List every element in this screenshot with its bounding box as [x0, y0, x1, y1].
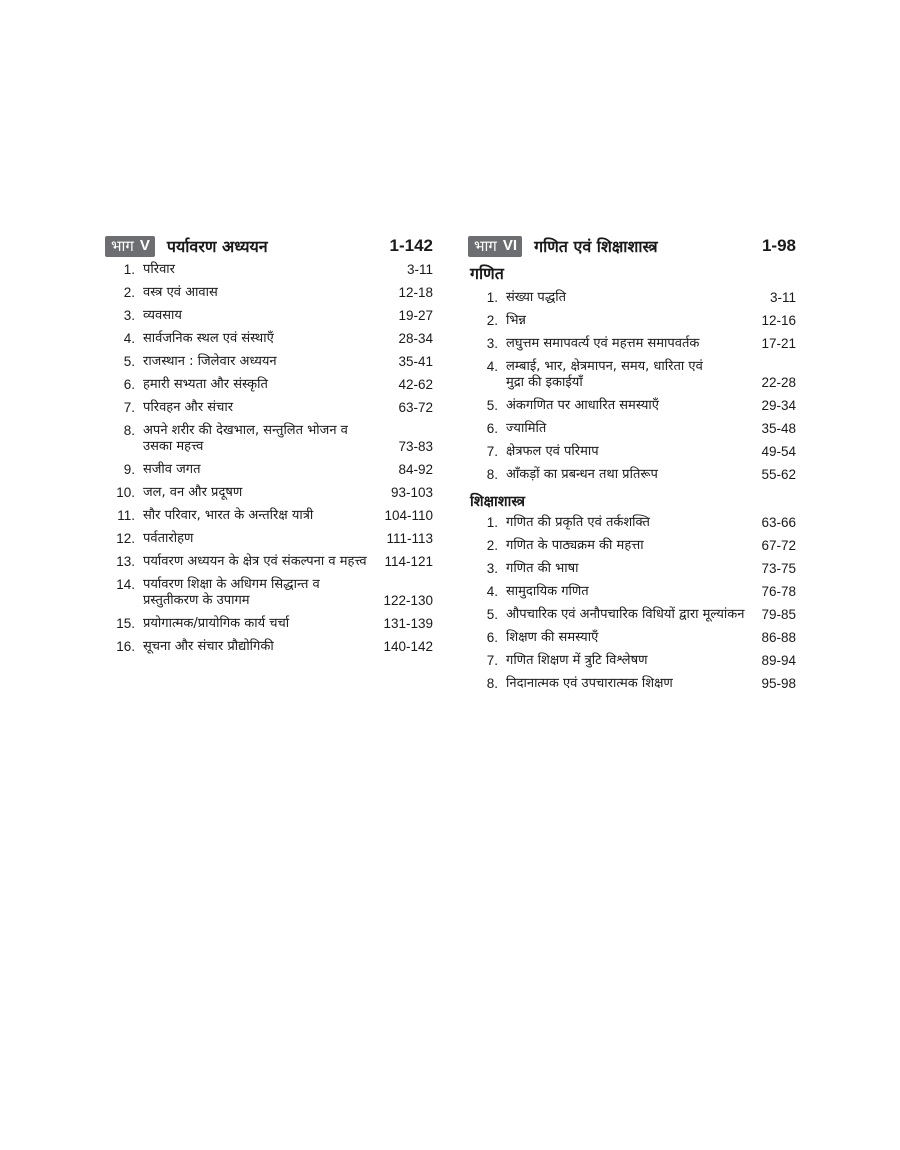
- chapter-number: 10.: [116, 485, 135, 500]
- chapter-entry: [468, 444, 796, 460]
- chapter-entry: [105, 485, 433, 501]
- part-label: भाग: [111, 237, 134, 255]
- chapter-entry: [105, 377, 433, 393]
- chapter-title: हमारी सभ्यता और संस्कृति: [143, 377, 268, 392]
- chapter-entry: [468, 313, 796, 329]
- chapter-page-range: 104-110: [384, 508, 433, 523]
- chapter-title: गणित शिक्षण में त्रुटि विश्लेषण: [506, 653, 648, 668]
- part-badge: [105, 236, 155, 257]
- chapter-entry: [105, 285, 433, 301]
- chapter-number: 3.: [486, 561, 498, 576]
- part-page-range: 1-98: [761, 236, 796, 255]
- chapter-page-range: 76-78: [761, 584, 796, 599]
- chapter-number: 1.: [123, 262, 135, 277]
- chapter-entry: [105, 531, 433, 547]
- chapter-title: निदानात्मक एवं उपचारात्मक शिक्षण: [506, 676, 673, 691]
- chapter-list: [468, 515, 796, 692]
- chapter-number: 14.: [116, 577, 135, 592]
- chapter-title: अपने शरीर की देखभाल, सन्तुलित भोजन व उसका महत्त्व: [143, 423, 348, 454]
- part-page-range: 1-142: [389, 236, 433, 255]
- chapter-page-range: 114-121: [384, 554, 433, 569]
- chapter-title: लम्बाई, भार, क्षेत्रमापन, समय, धारिता एवं मुद्रा की इकाईयाँ: [506, 359, 703, 390]
- chapter-entry: [105, 308, 433, 324]
- chapter-title: वस्त्र एवं आवास: [143, 285, 218, 300]
- chapter-entry: [468, 290, 796, 306]
- chapter-entry: [105, 262, 433, 278]
- chapter-number: 13.: [116, 554, 135, 569]
- chapter-entry: [468, 538, 796, 554]
- chapter-number: 8.: [123, 423, 135, 438]
- chapter-number: 15.: [116, 616, 135, 631]
- chapter-entry: [468, 398, 796, 414]
- chapter-entry: [468, 359, 796, 391]
- chapter-title: पर्यावरण अध्ययन के क्षेत्र एवं संकल्पना व महत्त्व: [143, 554, 367, 569]
- chapter-page-range: 3-11: [406, 262, 433, 277]
- chapter-number: 4.: [486, 584, 498, 599]
- chapter-title: शिक्षण की समस्याएँ: [506, 630, 599, 645]
- chapter-number: 8.: [486, 676, 498, 691]
- chapter-number: 11.: [117, 508, 135, 523]
- chapter-title: राजस्थान : जिलेवार अध्ययन: [143, 354, 277, 369]
- chapter-title: सामुदायिक गणित: [506, 584, 589, 599]
- part-label: भाग: [474, 237, 497, 255]
- chapter-number: 3.: [486, 336, 498, 351]
- part-heading: [105, 234, 433, 258]
- chapter-page-range: 122-130: [383, 593, 433, 608]
- chapter-page-range: 140-142: [383, 639, 433, 654]
- chapter-page-range: 67-72: [761, 538, 796, 553]
- chapter-title: गणित की प्रकृति एवं तर्कशक्ति: [506, 515, 650, 530]
- chapter-page-range: 63-66: [761, 515, 796, 530]
- chapter-list: [105, 262, 433, 655]
- chapter-page-range: 55-62: [761, 467, 796, 482]
- chapter-number: 8.: [486, 467, 498, 482]
- chapter-entry: [105, 554, 433, 570]
- chapter-title: सार्वजनिक स्थल एवं संस्थाएँ: [143, 331, 274, 346]
- chapter-number: 3.: [123, 308, 135, 323]
- chapter-page-range: 12-18: [398, 285, 433, 300]
- toc-column-part-v: [105, 234, 433, 662]
- chapter-entry: [105, 508, 433, 524]
- chapter-number: 6.: [486, 421, 498, 436]
- chapter-number: 2.: [486, 313, 498, 328]
- chapter-entry: [105, 354, 433, 370]
- chapter-entry: [468, 584, 796, 600]
- chapter-number: 12.: [116, 531, 135, 546]
- chapter-page-range: 35-48: [761, 421, 796, 436]
- chapter-title: गणित के पाठ्यक्रम की महत्ता: [506, 538, 644, 553]
- chapter-page-range: 3-11: [769, 290, 796, 305]
- chapter-number: 2.: [486, 538, 498, 553]
- part-title: पर्यावरण अध्ययन: [166, 237, 268, 256]
- part-badge: [468, 236, 522, 257]
- chapter-number: 4.: [123, 331, 135, 346]
- chapter-page-range: 111-113: [386, 531, 433, 546]
- chapter-number: 1.: [486, 515, 498, 530]
- chapter-entry: [105, 400, 433, 416]
- chapter-entry: [468, 467, 796, 483]
- chapter-entry: [105, 616, 433, 632]
- chapter-title: आँकड़ों का प्रबन्धन तथा प्रतिरूप: [506, 467, 658, 482]
- chapter-page-range: 19-27: [398, 308, 433, 323]
- chapter-page-range: 29-34: [761, 398, 796, 413]
- chapter-entry: [468, 676, 796, 692]
- chapter-entry: [105, 639, 433, 655]
- chapter-page-range: 95-98: [761, 676, 796, 691]
- chapter-title: जल, वन और प्रदूषण: [143, 485, 243, 500]
- chapter-number: 2.: [123, 285, 135, 300]
- chapter-page-range: 28-34: [398, 331, 433, 346]
- chapter-page-range: 12-16: [761, 313, 796, 328]
- chapter-page-range: 73-75: [761, 561, 796, 576]
- section-heading-ganit: गणित: [470, 264, 504, 283]
- chapter-title: अंकगणित पर आधारित समस्याएँ: [506, 398, 659, 413]
- chapter-title: भिन्न: [506, 313, 526, 328]
- chapter-title: सूचना और संचार प्रौद्योगिकी: [143, 639, 274, 654]
- chapter-entry: [468, 561, 796, 577]
- chapter-number: 5.: [486, 398, 498, 413]
- chapter-entry: [468, 653, 796, 669]
- chapter-page-range: 84-92: [398, 462, 433, 477]
- chapter-page-range: 63-72: [398, 400, 433, 415]
- chapter-list: [468, 290, 796, 483]
- toc-column-part-vi: [468, 234, 796, 699]
- part-heading: [468, 234, 796, 258]
- chapter-number: 6.: [486, 630, 498, 645]
- chapter-entry: [468, 421, 796, 437]
- chapter-entry: [105, 423, 433, 455]
- chapter-page-range: 89-94: [761, 653, 796, 668]
- chapter-page-range: 131-139: [383, 616, 433, 631]
- chapter-title: परिवार: [143, 262, 175, 277]
- chapter-title: सजीव जगत: [143, 462, 201, 477]
- part-title: गणित एवं शिक्षाशास्त्र: [534, 237, 658, 256]
- chapter-entry: [468, 607, 796, 623]
- chapter-title: औपचारिक एवं अनौपचारिक विधियों द्वारा मूल्यांकन: [506, 607, 745, 622]
- chapter-entry: [468, 336, 796, 352]
- chapter-title: ज्यामिति: [506, 421, 547, 436]
- chapter-number: 4.: [486, 359, 498, 374]
- chapter-number: 7.: [123, 400, 135, 415]
- chapter-title: प्रयोगात्मक/प्रायोगिक कार्य चर्चा: [143, 616, 290, 631]
- chapter-page-range: 93-103: [390, 485, 433, 500]
- chapter-title: पर्यावरण शिक्षा के अधिगम सिद्धान्त व प्रस्तुतीकरण के उपागम: [143, 577, 320, 608]
- chapter-number: 16.: [116, 639, 135, 654]
- chapter-page-range: 17-21: [761, 336, 796, 351]
- chapter-title: गणित की भाषा: [506, 561, 579, 576]
- chapter-entry: [105, 462, 433, 478]
- chapter-title: लघुत्तम समापवर्त्य एवं महत्तम समापवर्तक: [506, 336, 700, 351]
- chapter-number: 5.: [486, 607, 498, 622]
- section-heading-shikshashastra: शिक्षाशास्त्र: [470, 494, 526, 510]
- chapter-title: क्षेत्रफल एवं परिमाप: [506, 444, 599, 459]
- part-roman-numeral: V: [139, 237, 150, 254]
- chapter-title: पर्वतारोहण: [143, 531, 194, 546]
- chapter-page-range: 79-85: [761, 607, 796, 622]
- chapter-number: 1.: [486, 290, 498, 305]
- chapter-page-range: 22-28: [761, 375, 796, 390]
- chapter-entry: [468, 630, 796, 646]
- chapter-title: संख्या पद्धति: [506, 290, 566, 305]
- chapter-page-range: 86-88: [761, 630, 796, 645]
- chapter-page-range: 73-83: [398, 439, 433, 454]
- chapter-number: 9.: [123, 462, 135, 477]
- chapter-entry: [105, 331, 433, 347]
- chapter-page-range: 49-54: [761, 444, 796, 459]
- chapter-entry: [468, 515, 796, 531]
- chapter-title: सौर परिवार, भारत के अन्तरिक्ष यात्री: [143, 508, 314, 523]
- chapter-title: व्यवसाय: [143, 308, 182, 323]
- chapter-page-range: 35-41: [398, 354, 433, 369]
- chapter-page-range: 42-62: [398, 377, 433, 392]
- part-roman-numeral: VI: [502, 237, 518, 254]
- chapter-number: 6.: [123, 377, 135, 392]
- chapter-number: 7.: [486, 653, 498, 668]
- chapter-number: 7.: [486, 444, 498, 459]
- chapter-number: 5.: [123, 354, 135, 369]
- chapter-title: परिवहन और संचार: [143, 400, 234, 415]
- chapter-entry: [105, 577, 433, 609]
